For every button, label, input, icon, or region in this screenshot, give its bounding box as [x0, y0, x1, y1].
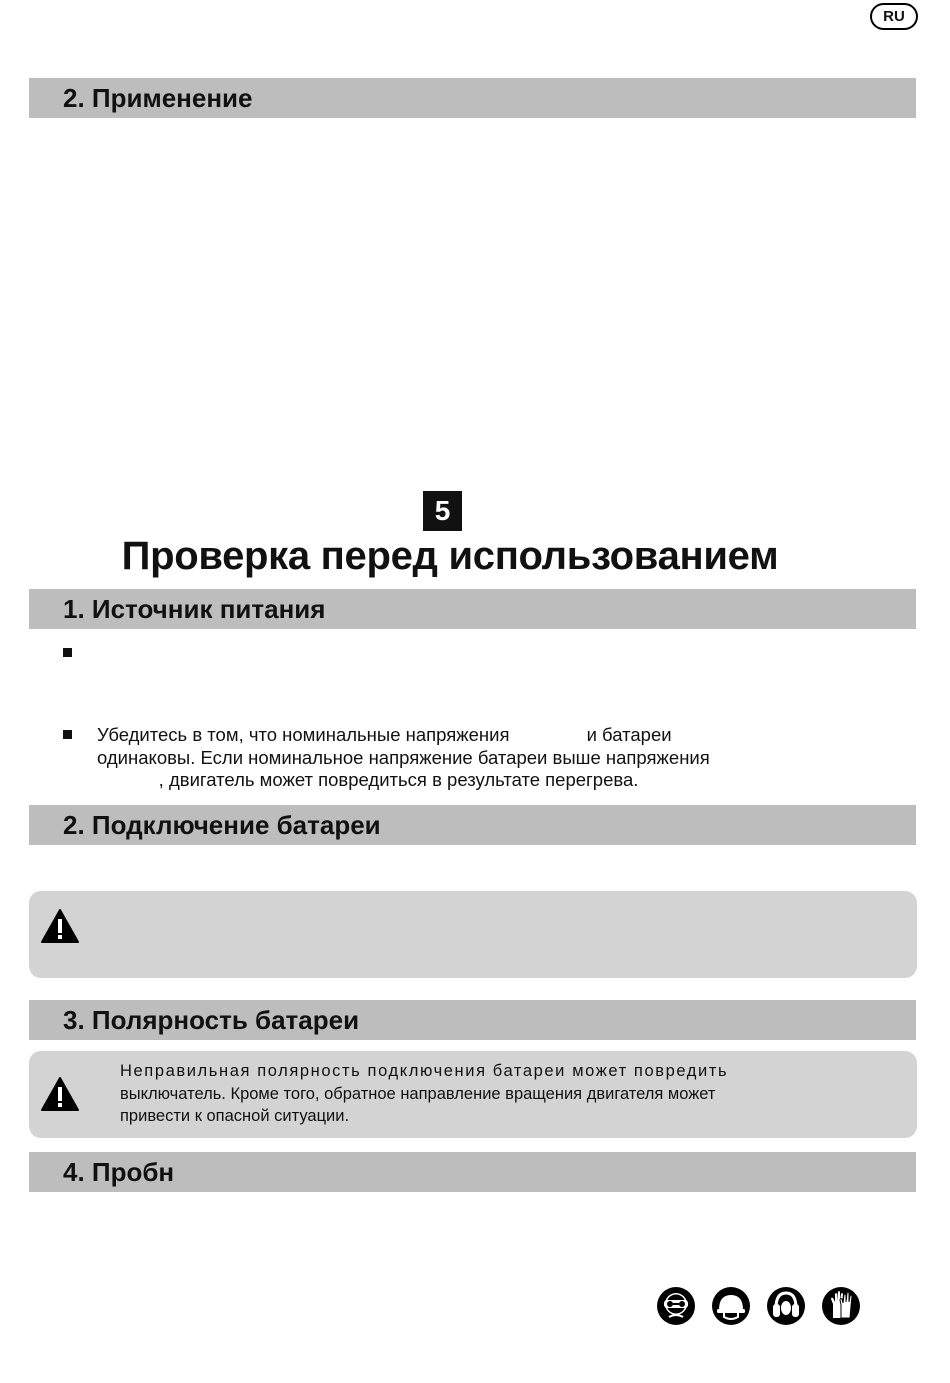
- paragraph-line: Убедитесь в том, что номинальные напряжения и батареи: [97, 724, 672, 745]
- polarity-warning-box: [29, 1051, 917, 1138]
- section-power-header: 1. Источник питания: [29, 589, 916, 629]
- voltage-paragraph: [97, 724, 857, 792]
- polarity-warning-text: [120, 1060, 810, 1128]
- section-connection-header: 2. Подключение батареи: [29, 805, 916, 845]
- bullet-marker: [63, 730, 72, 739]
- language-badge: RU: [870, 3, 918, 30]
- chapter-title: Проверка перед использованием: [121, 534, 779, 578]
- warning-line: привести к опасной ситуации.: [120, 1107, 350, 1125]
- hard-hat-icon: [711, 1286, 751, 1326]
- ear-protection-icon: [766, 1286, 806, 1326]
- chapter-number: 5: [423, 491, 462, 531]
- warning-triangle-icon: [40, 908, 80, 944]
- gloves-icon: [821, 1286, 861, 1326]
- paragraph-line: , двигатель может повредиться в результате перегрева.: [97, 769, 639, 790]
- ppe-icons: [656, 1286, 861, 1326]
- paragraph-line: одинаковы. Если номинальное напряжение батареи выше напряжения: [97, 746, 710, 768]
- connection-warning-box: [29, 891, 917, 978]
- warning-triangle-icon: [40, 1076, 80, 1112]
- section-test-header: 4. Пробн: [29, 1152, 916, 1192]
- section-polarity-header: 3. Полярность батареи: [29, 1000, 916, 1040]
- warning-line: Неправильная полярность подключения батареи может повредить: [120, 1062, 729, 1080]
- bullet-marker: [63, 648, 72, 657]
- warning-line: выключатель. Кроме того, обратное направление вращения двигателя может: [120, 1084, 716, 1103]
- section-application-header: 2. Применение: [29, 78, 916, 118]
- safety-goggles-icon: [656, 1286, 696, 1326]
